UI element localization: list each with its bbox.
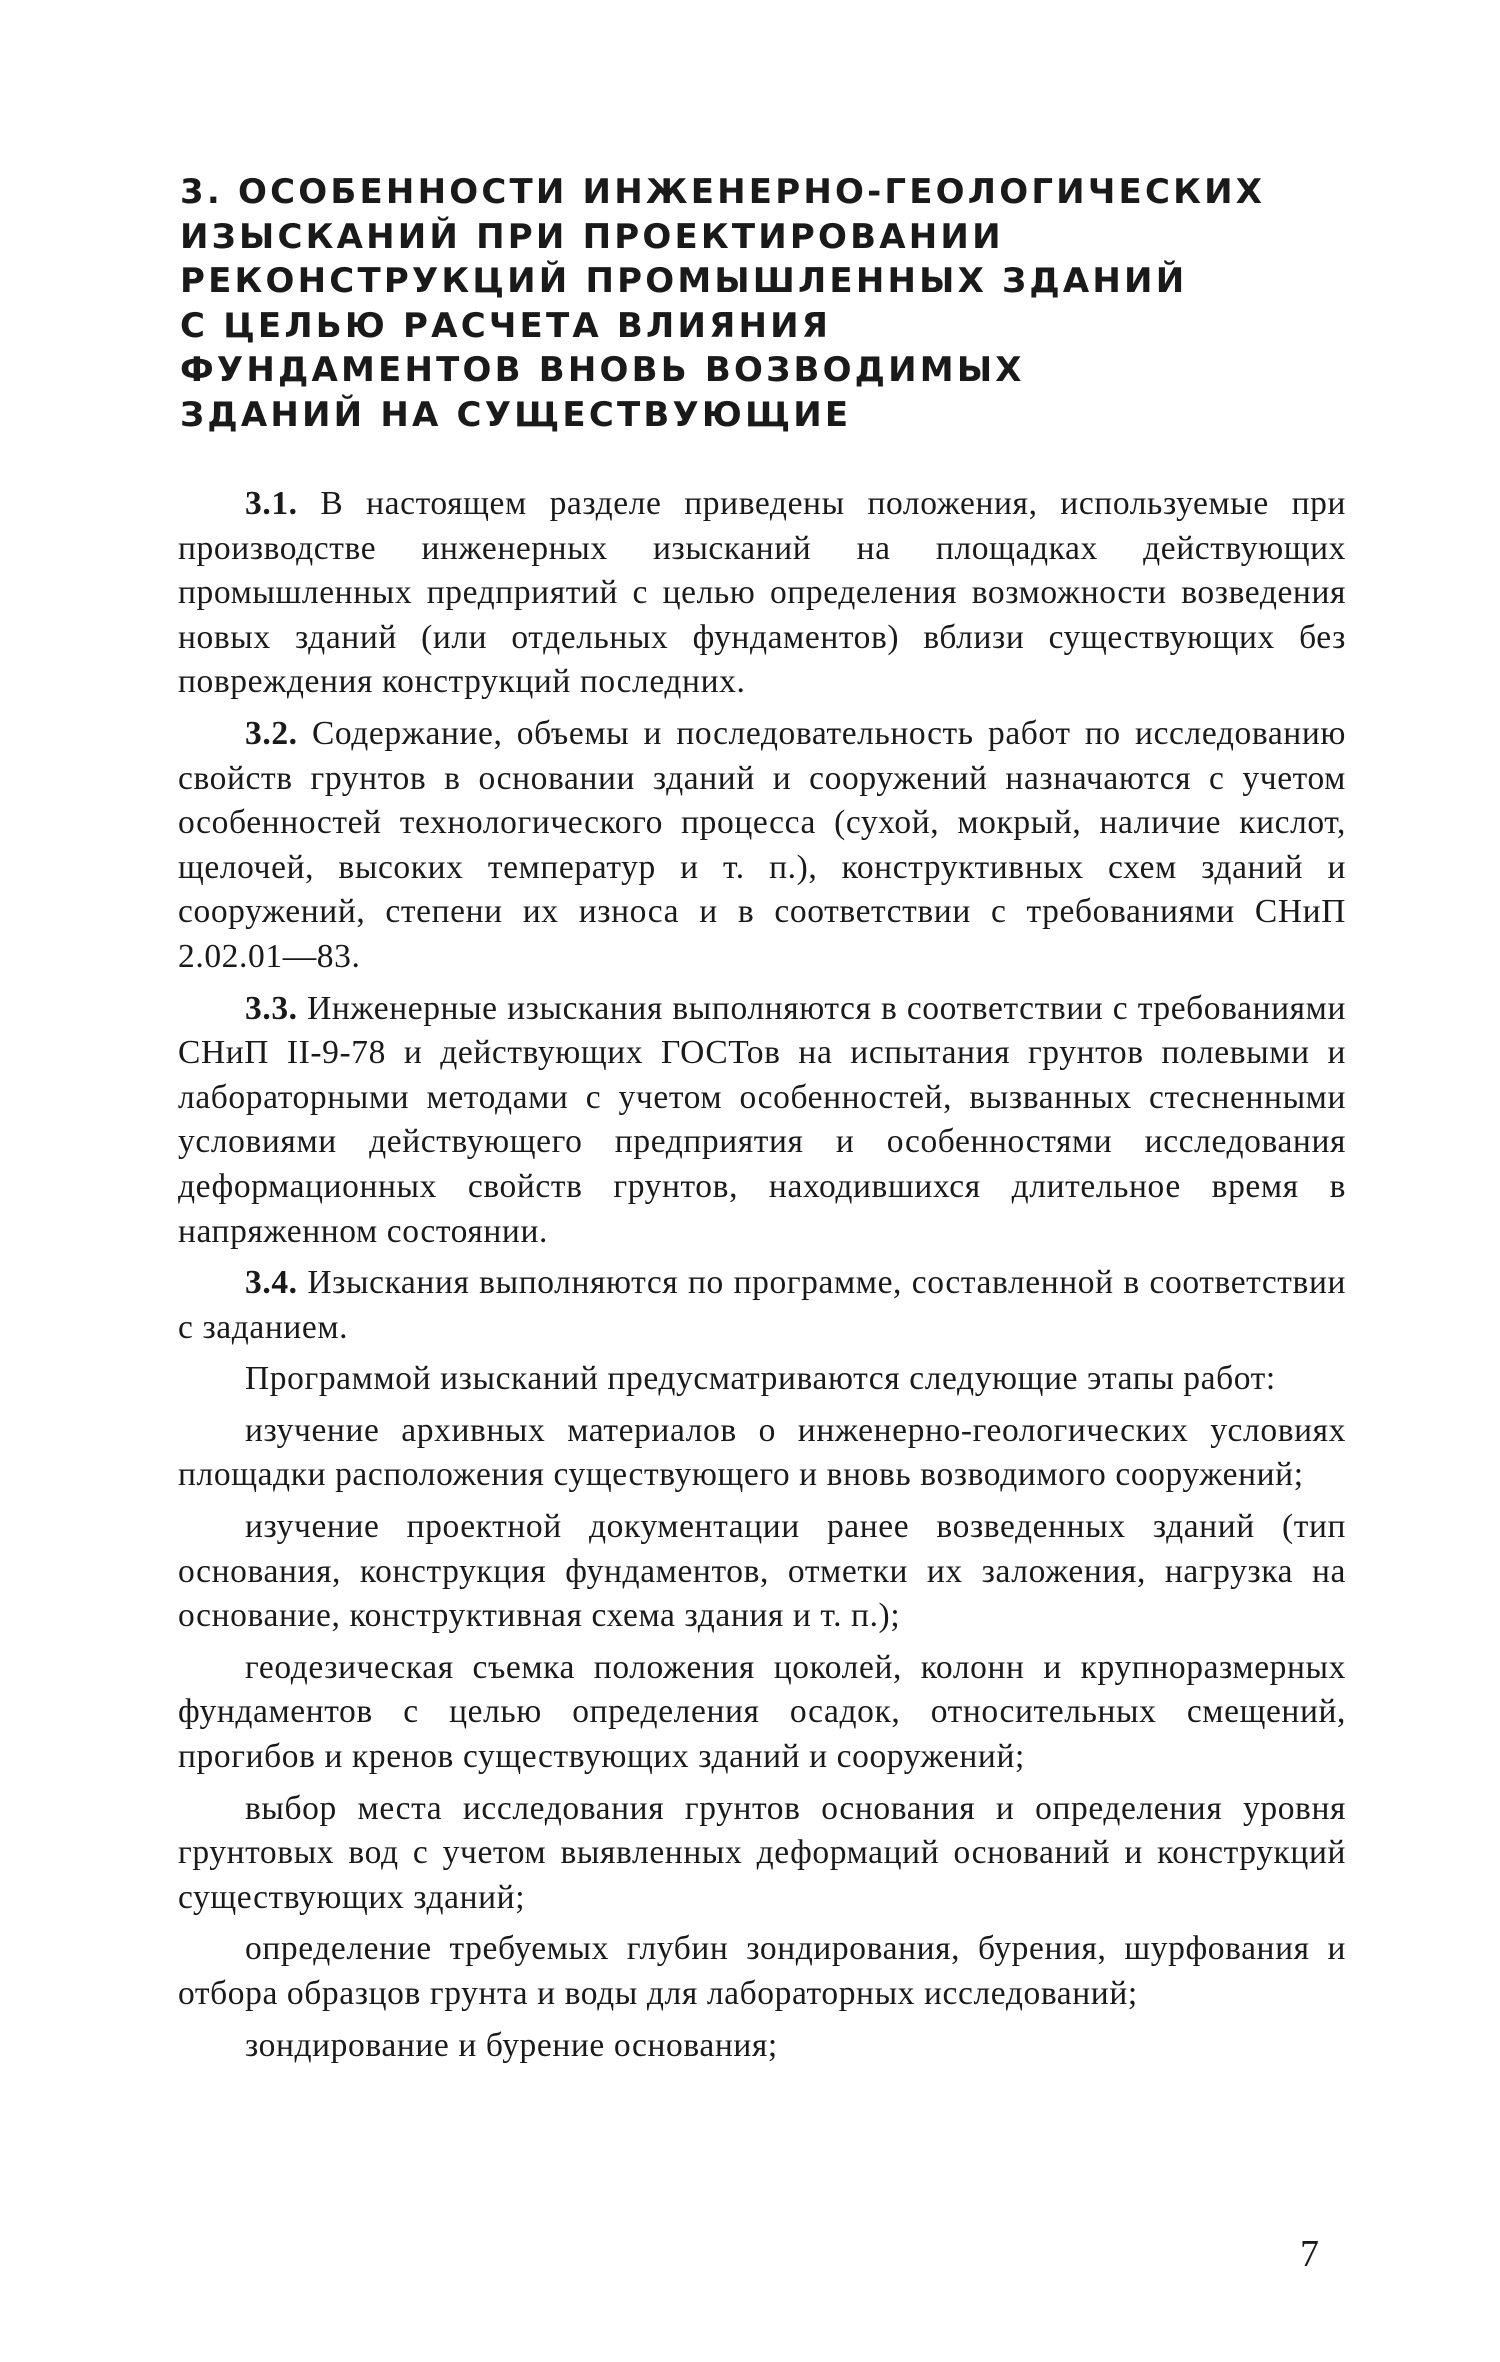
heading-line: С ЦЕЛЬЮ РАСЧЕТА ВЛИЯНИЯ	[180, 305, 832, 346]
paragraph-program-intro	[178, 1357, 1346, 1402]
list-item	[178, 1505, 1346, 1639]
heading-line: РЕКОНСТРУКЦИЙ ПРОМЫШЛЕННЫХ ЗДАНИЙ	[180, 261, 1188, 301]
paragraph-number: 3.3.	[245, 989, 298, 1027]
paragraph-text: Изыскания выполняются по программе, составленной в соответствии с заданием.	[178, 1264, 1346, 1346]
paragraph-text: Инженерные изыскания выполняются в соответствии с требованиями СНиП II-9-78 и действующих ГОСТов на испытания грунтов полевыми и лабораторными методами с учетом особенностей, вызванных стесненными условиями действующего предприятия и особенностями исследования деформационных свойств грунтов, находившихся длительное время в напряженном состоянии.	[178, 989, 1346, 1250]
paragraph-text: геодезическая съемка положения цоколей, колонн и крупноразмерных фундаментов с целью определения осадок, относительных смещений, прогибов и кренов существующих зданий и сооружений;	[178, 1648, 1346, 1776]
paragraph-3-4	[178, 1261, 1346, 1350]
page-number: 7	[1300, 2233, 1319, 2275]
list-item	[178, 2024, 1346, 2069]
heading-line: ФУНДАМЕНТОВ ВНОВЬ ВОЗВОДИМЫХ	[180, 350, 1025, 390]
paragraph-text: зондирование и бурение основания;	[245, 2026, 778, 2064]
paragraph-number: 3.1.	[245, 485, 298, 522]
paragraph-number: 3.4.	[245, 1264, 298, 1302]
paragraph-number: 3.2.	[245, 714, 298, 752]
list-item	[178, 1927, 1346, 2016]
paragraph-text: определение требуемых глубин зондирования, бурения, шурфования и отбора образцов грунта и воды для лабораторных исследований;	[178, 1930, 1346, 2012]
paragraph-3-2	[178, 712, 1346, 980]
paragraph-text: выбор места исследования грунтов основания и определения уровня грунтовых вод с учетом выявленных деформаций оснований и конструкций существующих зданий;	[178, 1789, 1346, 1916]
paragraph-3-3	[178, 987, 1346, 1255]
paragraph-text: Содержание, объемы и последовательность работ по исследованию свойств грунтов в основании зданий и сооружений назначаются с учетом особенностей технологического процесса (сухой, мокрый, наличие кислот, щелочей, высоких температур и т. п.), конструктивных схем зданий и сооружений, степени их износа и в соответствии с требованиями СНиП 2.02.01—83.	[178, 714, 1346, 975]
paragraph-text: изучение архивных материалов о инженерно-геологических условиях площадки расположения существующего и вновь возводимого сооружений;	[178, 1411, 1346, 1494]
heading-line: 3. ОСОБЕННОСТИ ИНЖЕНЕРНО-ГЕОЛОГИЧЕСКИХ	[180, 172, 1266, 212]
section-heading	[180, 170, 1330, 437]
list-item	[178, 1787, 1346, 1921]
heading-line: ЗДАНИЙ НА СУЩЕСТВУЮЩИЕ	[180, 394, 852, 435]
body-text	[178, 482, 1346, 2075]
list-item	[178, 1409, 1346, 1498]
paragraph-text: В настоящем разделе приведены положения, используемые при производстве инженерных изысканий на площадках действующих промышленных предприятий с целью определения возможности возведения новых зданий (или отдельных фундаментов) вблизи существующих без повреждения конструкций последних.	[178, 485, 1346, 701]
paragraph-3-1	[178, 482, 1346, 705]
paragraph-text: изучение проектной документации ранее возведенных зданий (тип основания, конструкция фундаментов, отметки их заложения, нагрузка на основание, конструктивная схема здания и т. п.);	[178, 1508, 1346, 1635]
heading-line: ИЗЫСКАНИЙ ПРИ ПРОЕКТИРОВАНИИ	[180, 216, 1004, 257]
paragraph-text: Программой изысканий предусматриваются следующие этапы работ:	[245, 1360, 1276, 1398]
list-item	[178, 1646, 1346, 1780]
